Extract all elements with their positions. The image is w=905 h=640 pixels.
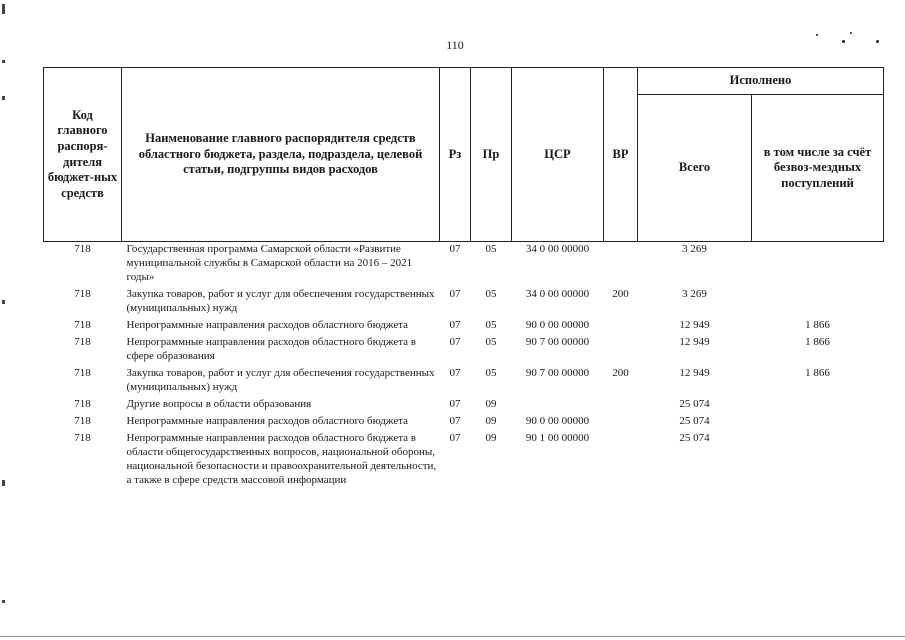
header-executed: Исполнено <box>638 68 884 95</box>
cell-name: Закупка товаров, работ и услуг для обеспечения государственных (муниципальных) нужд <box>126 367 435 393</box>
header-rz: Рз <box>440 68 471 242</box>
cell-csr: 90 1 00 00000 <box>525 432 590 444</box>
cell-total: 25 074 <box>679 432 710 444</box>
table-row <box>44 431 884 490</box>
table-header <box>44 68 884 242</box>
cell-gratuitous <box>752 397 884 414</box>
cell-vr: 200 <box>612 367 629 379</box>
table-body <box>44 242 884 491</box>
cell-name: Закупка товаров, работ и услуг для обеспечения государственных (муниципальных) нужд <box>126 288 435 314</box>
table-row <box>44 366 884 397</box>
cell-total: 12 949 <box>679 319 710 331</box>
cell-pr: 05 <box>485 288 497 300</box>
scan-artifact-dots <box>814 30 894 50</box>
cell-total: 25 074 <box>679 415 710 427</box>
cell-total: 3 269 <box>682 288 707 300</box>
cell-total: 12 949 <box>679 367 710 379</box>
cell-gratuitous: 1 866 <box>805 367 830 379</box>
cell-rz: 07 <box>449 415 461 427</box>
cell-name: Непрограммные направления расходов областного бюджета <box>126 319 409 331</box>
cell-rz: 07 <box>449 398 461 410</box>
cell-code: 718 <box>74 398 91 410</box>
cell-csr: 34 0 00 00000 <box>525 243 590 255</box>
cell-pr: 05 <box>485 243 497 255</box>
cell-rz: 07 <box>449 243 461 255</box>
cell-code: 718 <box>74 432 91 444</box>
cell-csr: 34 0 00 00000 <box>525 288 590 300</box>
cell-gratuitous <box>752 414 884 431</box>
cell-pr: 09 <box>485 398 497 410</box>
cell-pr: 05 <box>485 319 497 331</box>
cell-vr <box>604 335 638 366</box>
budget-table <box>43 67 884 490</box>
cell-gratuitous: 1 866 <box>805 336 830 348</box>
cell-name: Государственная программа Самарской области «Развитие муниципальной службы в Самарской области на 2016 – 2021 годы» <box>126 243 413 283</box>
scan-bottom-rule <box>0 636 905 637</box>
cell-name: Непрограммные направления расходов областного бюджета в области общегосударственных вопросов, национальной обороны, национальной безопасности и правоохранительной деятельности, а также в сфере средств массовой информации <box>126 432 437 486</box>
page-number: 110 <box>446 38 464 52</box>
cell-total: 12 949 <box>679 336 710 348</box>
header-vr: ВР <box>604 68 638 242</box>
header-csr: ЦСР <box>512 68 604 242</box>
table-row <box>44 287 884 318</box>
cell-vr <box>604 318 638 335</box>
table-row <box>44 397 884 414</box>
cell-vr <box>604 414 638 431</box>
cell-csr: 90 0 00 00000 <box>525 415 590 427</box>
cell-code: 718 <box>74 319 91 331</box>
header-code: Код главного распоря-дителя бюджет-ных средств <box>44 68 122 242</box>
cell-pr: 09 <box>485 432 497 444</box>
cell-name: Непрограммные направления расходов областного бюджета в сфере образования <box>126 336 416 362</box>
header-name: Наименование главного распорядителя средств областного бюджета, раздела, подраздела, целевой статьи, подгруппы видов расходов <box>122 68 440 242</box>
cell-rz: 07 <box>449 432 461 444</box>
cell-csr: 90 0 00 00000 <box>525 319 590 331</box>
header-total: Всего <box>638 95 752 242</box>
cell-rz: 07 <box>449 367 461 379</box>
cell-csr <box>512 397 604 414</box>
cell-gratuitous <box>752 242 884 288</box>
cell-total: 3 269 <box>682 243 707 255</box>
scan-left-edge <box>2 0 8 640</box>
cell-pr: 05 <box>485 367 497 379</box>
table-row <box>44 242 884 288</box>
cell-code: 718 <box>74 243 91 255</box>
table-row <box>44 414 884 431</box>
cell-name: Другие вопросы в области образования <box>126 398 312 410</box>
cell-rz: 07 <box>449 336 461 348</box>
cell-gratuitous <box>752 431 884 490</box>
table-row <box>44 318 884 335</box>
cell-total: 25 074 <box>679 398 710 410</box>
cell-pr: 05 <box>485 336 497 348</box>
header-pr: Пр <box>471 68 512 242</box>
cell-name: Непрограммные направления расходов областного бюджета <box>126 415 409 427</box>
cell-vr <box>604 242 638 288</box>
cell-rz: 07 <box>449 288 461 300</box>
cell-code: 718 <box>74 288 91 300</box>
cell-vr <box>604 397 638 414</box>
cell-csr: 90 7 00 00000 <box>525 336 590 348</box>
cell-pr: 09 <box>485 415 497 427</box>
cell-code: 718 <box>74 367 91 379</box>
cell-code: 718 <box>74 336 91 348</box>
cell-gratuitous: 1 866 <box>805 319 830 331</box>
cell-vr: 200 <box>612 288 629 300</box>
cell-csr: 90 7 00 00000 <box>525 367 590 379</box>
cell-vr <box>604 431 638 490</box>
header-gratuitous: в том числе за счёт безвоз-мездных поступлений <box>752 95 884 242</box>
cell-gratuitous <box>752 287 884 318</box>
cell-code: 718 <box>74 415 91 427</box>
cell-rz: 07 <box>449 319 461 331</box>
table-row <box>44 335 884 366</box>
